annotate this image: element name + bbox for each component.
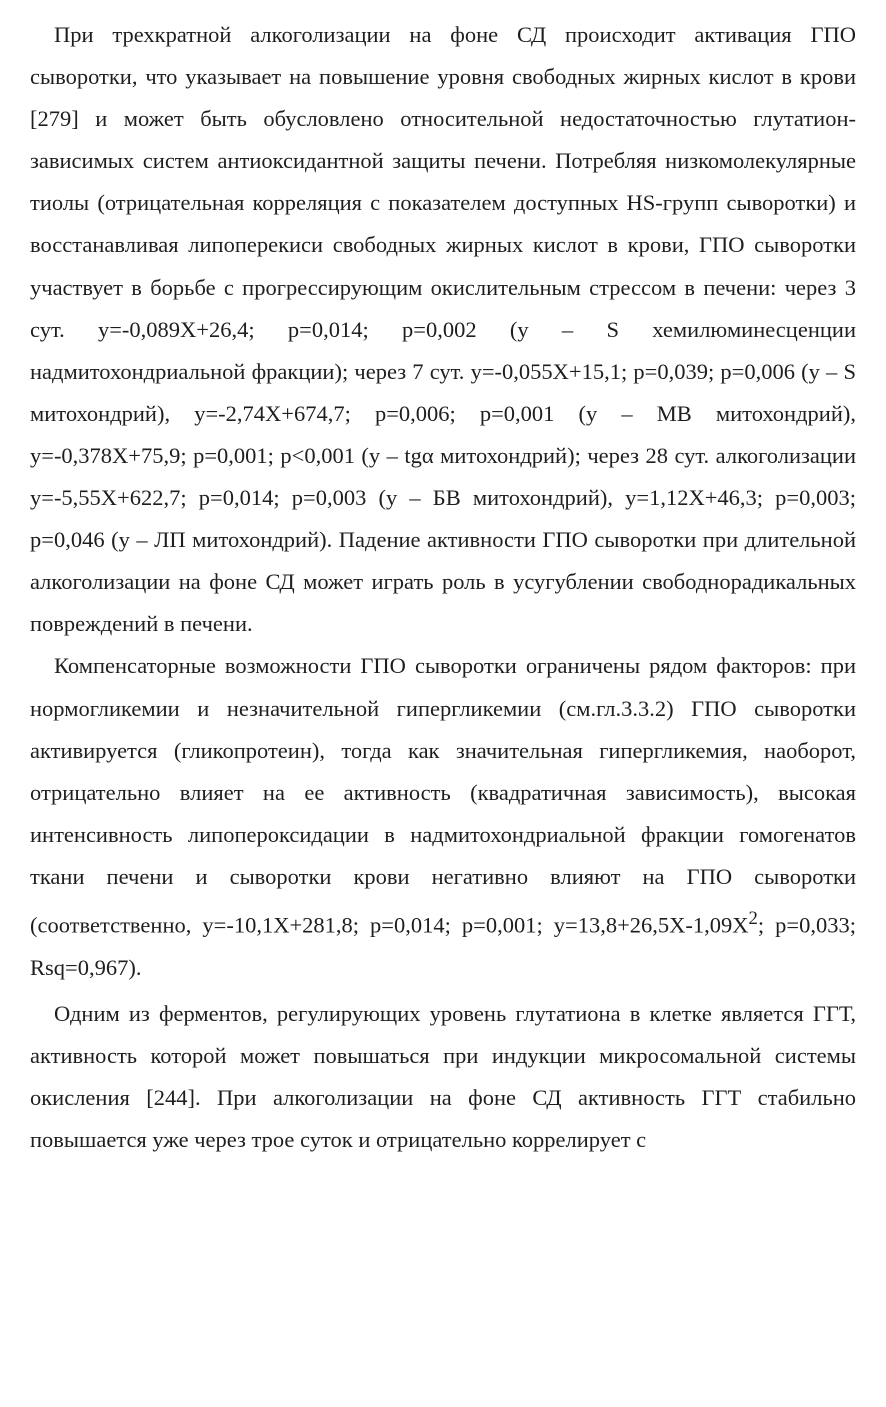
paragraph-2	[30, 645, 856, 988]
paragraph-3: Одним из ферментов, регулирующих уровень глутатиона в клетке является ГГТ, активность которой может повышаться при индукции микросомальной системы окисления [244]. При алкоголизации на фоне СД активность ГГТ стабильно повышается уже через трое суток и отрицательно коррелирует с	[30, 1000, 856, 1152]
paragraph-1: При трехкратной алкоголизации на фоне СД происходит активация ГПО сыворотки, что указывает на повышение уровня свободных жирных кислот в крови [279] и может быть обусловлено относительной недостаточностью глутатион-зависимых систем антиоксидантной защиты печени. Потребляя низкомолекулярные тиолы (отрицательная корреляция с показателем доступных HS-групп сыворотки) и восстанавливая липоперекиси свободных жирных кислот в крови, ГПО сыворотки участвует в борьбе с прогрессирующим окислительным стрессом в печени: через 3 сут. y=-0,089X+26,4; p=0,014; p=0,002 (y – S хемилюминесценции надмитохондриальной фракции); через 7 сут. y=-0,055X+15,1; p=0,039; p=0,006 (y – S митохондрий), y=-2,74X+674,7; p=0,006; p=0,001 (y – MB митохондрий), y=-0,378X+75,9; p=0,001; p<0,001 (y – tgα митохондрий); через 28 сут. алкоголизации y=-5,55X+622,7; p=0,014; p=0,003 (y – БВ митохондрий), y=1,12X+46,3; p=0,003; p=0,046 (y – ЛП митохондрий). Падение активности ГПО сыворотки при длительной алкоголизации на фоне СД может играть роль в усугублении свободнорадикальных повреждений в печени.	[30, 22, 856, 637]
paragraph-2-text: Компенсаторные возможности ГПО сыворотки ограничены рядом факторов: при нормогликемии и незначительной гипергликемии (см.гл.3.3.2) ГПО сыворотки активируется (гликопротеин), тогда как значительная гипергликемия, наоборот, отрицательно влияет на ее активность (квадратичная зависимость), высокая интенсивность липопероксидации в надмитохондриальной фракции гомогенатов ткани печени и сыворотки крови негативно влияют на ГПО сыворотки (соответственно, y=-10,1X+281,8; p=0,014; p=0,001; y=13,8+26,5X-1,09X	[30, 653, 856, 938]
superscript-exponent: 2	[748, 907, 758, 929]
document-page	[30, 14, 856, 1161]
paragraph-2-text-end: ; p=0,033; Rsq=0,967).	[30, 912, 856, 980]
